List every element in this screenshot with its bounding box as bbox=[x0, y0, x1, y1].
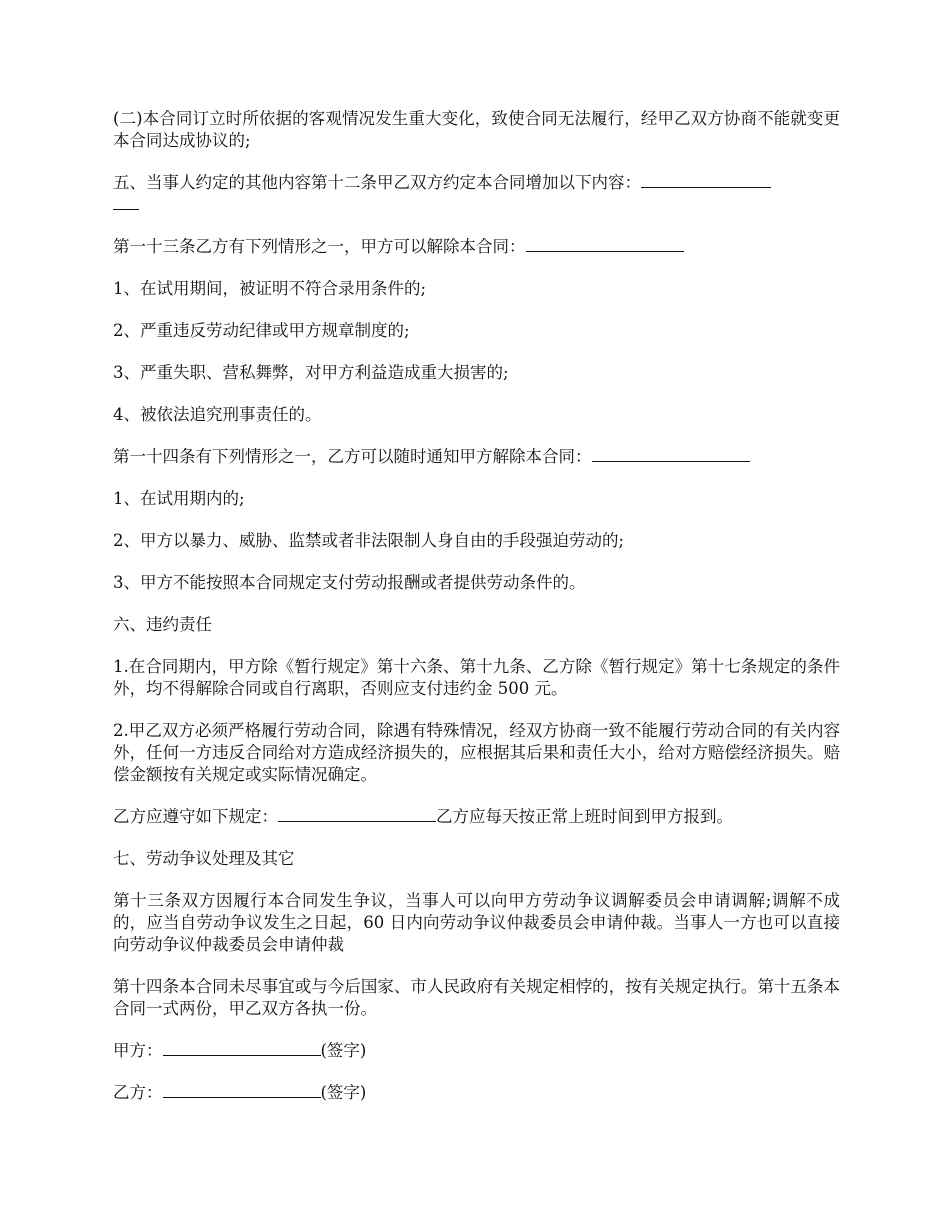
party-b-rules-tail: 乙方应每天按正常上班时间到甲方报到。 bbox=[436, 807, 733, 826]
list-item: 4、被依法追究刑事责任的。 bbox=[113, 405, 322, 424]
section-heading-dispute: 七、劳动争议处理及其它 bbox=[113, 849, 295, 868]
list-item: 3、甲方不能按照本合同规定支付劳动报酬或者提供劳动条件的。 bbox=[113, 573, 586, 592]
paragraph-breach-1: 1.在合同期内，甲方除《暂行规定》第十六条、第十九条、乙方除《暂行规定》第十七条规定的条件外，均不得解除合同或自行离职，否则应支付违约金 500 元。 bbox=[113, 657, 840, 698]
paragraph-section-five bbox=[113, 172, 840, 216]
party-b-label: 乙方： bbox=[113, 1083, 163, 1102]
signature-line bbox=[163, 1040, 321, 1056]
signature-party-b bbox=[113, 1082, 840, 1104]
list-item: 1、在试用期内的; bbox=[113, 489, 245, 508]
section-heading-breach: 六、违约责任 bbox=[113, 615, 212, 634]
list-item: 1、在试用期间，被证明不符合录用条件的; bbox=[113, 279, 427, 298]
paragraph-misc: 第十四条本合同未尽事宜或与今后国家、市人民政府有关规定相悖的，按有关规定执行。第十五条本合同一式两份，甲乙双方各执一份。 bbox=[113, 977, 840, 1018]
paragraph-article-14 bbox=[113, 446, 840, 468]
section-five-text: 五、当事人约定的其他内容第十二条甲乙双方约定本合同增加以下内容： bbox=[113, 173, 641, 192]
signature-line bbox=[163, 1082, 321, 1098]
sign-note: (签字) bbox=[320, 1083, 367, 1102]
signature-party-a bbox=[113, 1040, 840, 1062]
fill-blank-line bbox=[641, 172, 771, 188]
paragraph-contract-change: (二)本合同订立时所依据的客观情况发生重大变化，致使合同无法履行，经甲乙双方协商不能就变更本合同达成协议的; bbox=[113, 109, 840, 150]
party-b-rules-text: 乙方应遵守如下规定： bbox=[113, 807, 278, 826]
fill-blank-line bbox=[278, 806, 436, 822]
fill-blank-line bbox=[113, 194, 139, 210]
fill-blank-line bbox=[526, 236, 684, 252]
sign-note: (签字) bbox=[320, 1041, 367, 1060]
paragraph-party-b-rules bbox=[113, 806, 840, 828]
paragraph-breach-2: 2.甲乙双方必须严格履行劳动合同，除遇有特殊情况，经双方协商一致不能履行劳动合同的有关内容外，任何一方违反合同给对方造成经济损失的，应根据其后果和责任大小，给对方赔偿经济损失。赔偿金额按有关规定或实际情况确定。 bbox=[113, 721, 840, 784]
paragraph-article-13 bbox=[113, 236, 840, 258]
document-page bbox=[113, 108, 840, 1124]
article-13-text: 第一十三条乙方有下列情形之一，甲方可以解除本合同： bbox=[113, 237, 526, 256]
article-14-text: 第一十四条有下列情形之一，乙方可以随时通知甲方解除本合同： bbox=[113, 447, 592, 466]
list-item: 2、甲方以暴力、威胁、监禁或者非法限制人身自由的手段强迫劳动的; bbox=[113, 531, 625, 550]
list-item: 3、严重失职、营私舞弊，对甲方利益造成重大损害的; bbox=[113, 363, 509, 382]
fill-blank-line bbox=[592, 446, 750, 462]
list-item: 2、严重违反劳动纪律或甲方规章制度的; bbox=[113, 321, 410, 340]
party-a-label: 甲方： bbox=[113, 1041, 163, 1060]
paragraph-dispute: 第十三条双方因履行本合同发生争议，当事人可以向甲方劳动争议调解委员会申请调解;调解不成的，应当自劳动争议发生之日起，60 日内向劳动争议仲裁委员会申请仲裁。当事人一方也可以直接向劳动争议仲裁委员会申请仲裁 bbox=[113, 891, 840, 954]
